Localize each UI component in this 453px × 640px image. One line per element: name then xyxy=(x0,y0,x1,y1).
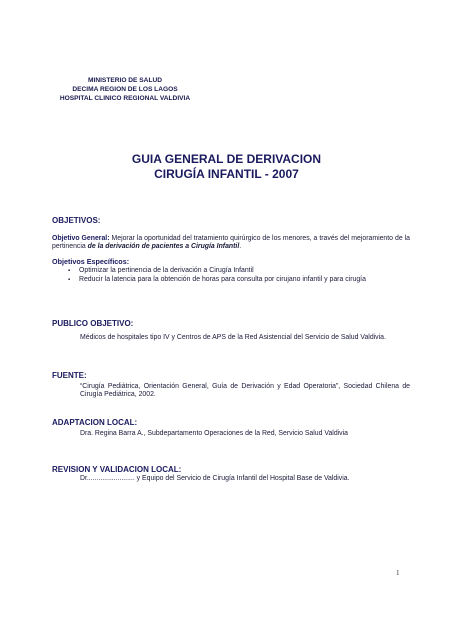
objetivo-especifico-item: Reducir la latencia para la obtención de horas para consulta por cirujano infantil y para cirugía xyxy=(79,276,366,283)
objetivo-general-emphasis: de la derivación de pacientes a Cirugía Infantil xyxy=(87,243,240,251)
objetivo-general-label: Objetivo General: xyxy=(52,235,110,242)
publico-heading: PUBLICO OBJETIVO: xyxy=(52,319,134,328)
objetivos-heading: OBJETIVOS: xyxy=(52,216,101,225)
document-title: GUIA GENERAL DE DERIVACION xyxy=(131,152,322,166)
objetivo-general-text: Mejorar la oportunidad del tratamiento quirúrgico de los menores, a través del mejoramiento de la pertinencia xyxy=(52,235,410,251)
objetivos-especificos-label: Objetivos Específicos: xyxy=(52,257,130,266)
objetivo-general-paragraph xyxy=(52,235,410,252)
document-subtitle: CIRUGÍA INFANTIL - 2007 xyxy=(154,167,299,181)
adaptacion-heading: ADAPTACION LOCAL: xyxy=(52,418,138,427)
revision-heading: REVISION Y VALIDACION LOCAL: xyxy=(52,465,182,474)
fuente-text: “Cirugía Pediátrica, Orientación General, Guía de Derivación y Edad Operatoria”, Sociedad Chilena de Cirugía Pediátrica, 2002. xyxy=(80,383,410,399)
publico-text: Médicos de hospitales tipo IV y Centros de APS de la Red Asistencial del Servicio de Salud Valdivia. xyxy=(80,334,386,341)
objetivo-general-end: . xyxy=(239,243,242,251)
objetivo-especifico-item: Optimizar la pertinencia de la derivación a Cirugía Infantil xyxy=(79,267,254,274)
bullet-icon: ▪ xyxy=(68,268,71,274)
bullet-icon: ▪ xyxy=(68,277,71,283)
page-number: 1 xyxy=(396,569,400,577)
region-line: DECIMA REGION DE LOS LAGOS xyxy=(72,86,178,93)
adaptacion-text: Dra. Regina Barra A., Subdepartamento Operaciones de la Red, Servicio Salud Valdivia xyxy=(80,430,348,437)
hospital-line: HOSPITAL CLINICO REGIONAL VALDIVIA xyxy=(59,95,191,102)
fuente-heading: FUENTE: xyxy=(52,371,87,380)
ministry-line: MINISTERIO DE SALUD xyxy=(88,77,162,84)
revision-text: Dr......................... y Equipo del Servicio de Cirugía Infantil del Hospital Base de Valdivia. xyxy=(80,475,350,482)
